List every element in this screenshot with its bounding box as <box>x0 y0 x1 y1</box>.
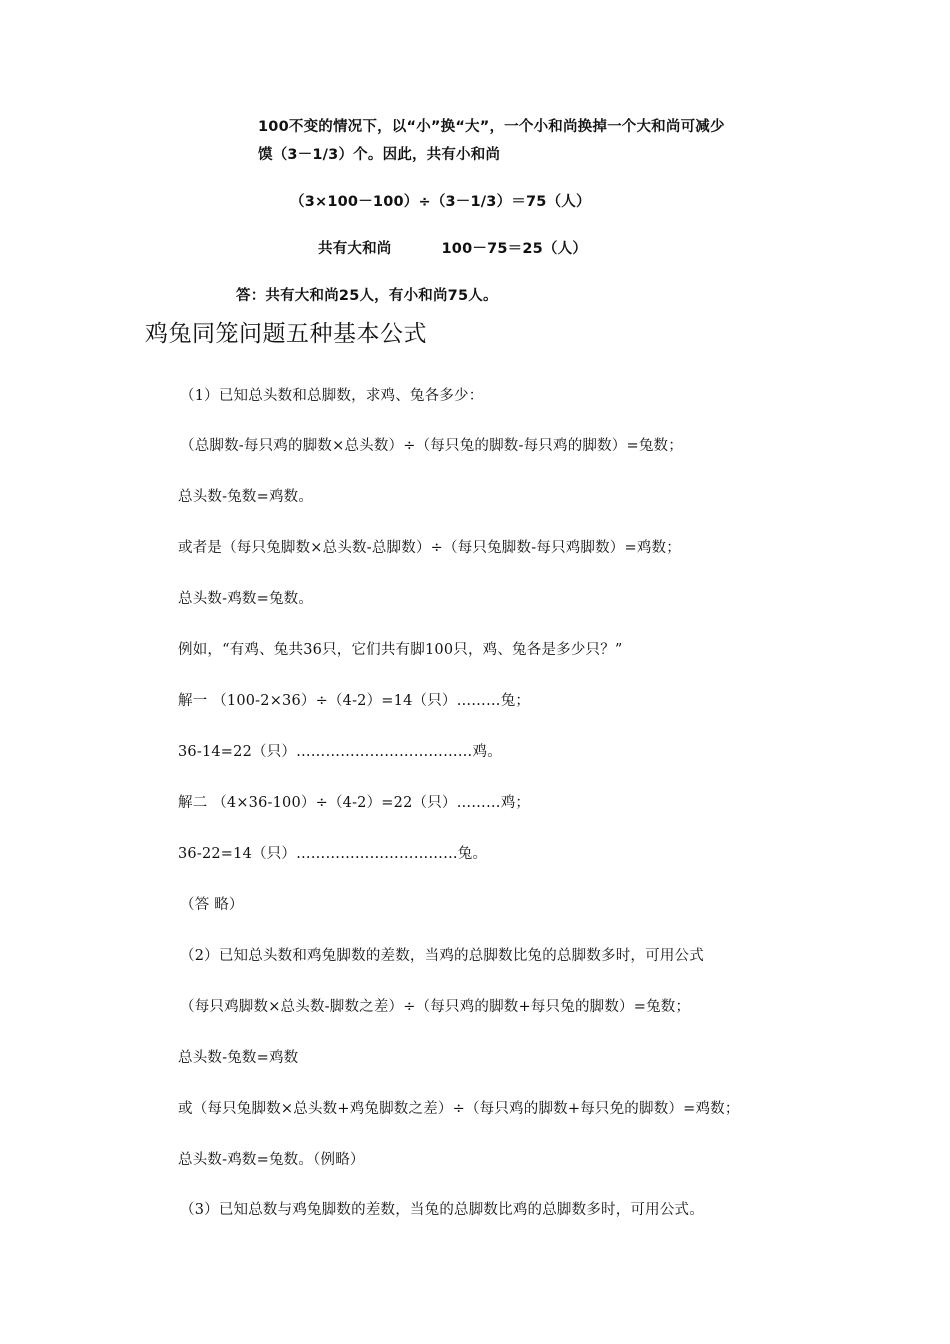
paragraph-line: 总头数-兔数=鸡数 <box>178 1050 299 1066</box>
paragraph-line: 36-22=14（只）……………………………兔。 <box>178 846 488 862</box>
answer-line: 答：共有大和尚25人，有小和尚75人。 <box>236 288 498 304</box>
paragraph-line: （3）已知总数与鸡兔脚数的差数，当兔的总脚数比鸡的总脚数多时，可用公式。 <box>180 1202 704 1218</box>
big-monks-formula: 100－75＝25（人） <box>441 241 588 257</box>
big-monks-label: 共有大和尚 <box>318 241 392 257</box>
big-monks-line <box>318 239 587 259</box>
paragraph-line: 总头数-鸡数=兔数。 <box>178 591 314 607</box>
paragraph-line: 总头数-鸡数=兔数。（例略） <box>178 1152 365 1168</box>
paragraph-line: 36-14=22（只）………………………………鸡。 <box>178 744 502 760</box>
paragraph-line: 解二 （4×36-100）÷（4-2）=22（只）………鸡； <box>178 795 531 811</box>
paragraph-line: 例如，“有鸡、兔共36只，它们共有脚100只，鸡、兔各是多少只？” <box>178 642 623 658</box>
paragraph-line: 或者是（每只兔脚数×总头数-总脚数）÷（每只兔脚数-每只鸡脚数）=鸡数； <box>178 540 681 556</box>
intro-line-1: 100不变的情况下，以“小”换“大”，一个小和尚换掉一个大和尚可减少 <box>258 119 725 135</box>
paragraph-line: 或（每只兔脚数×总头数+鸡兔脚数之差）÷（每只鸡的脚数+每只免的脚数）=鸡数； <box>178 1101 740 1117</box>
paragraph-line: （1）已知总头数和总脚数，求鸡、兔各多少： <box>180 388 484 404</box>
section-title: 鸡兔同笼问题五种基本公式 <box>145 321 427 347</box>
paragraph-line: （2）已知总头数和鸡兔脚数的差数，当鸡的总脚数比兔的总脚数多时，可用公式 <box>180 948 704 964</box>
paragraph-line: 总头数-兔数=鸡数。 <box>178 489 314 505</box>
paragraph-line: （答 略） <box>180 897 244 913</box>
paragraph-line: 解一 （100-2×36）÷（4-2）=14（只）………兔； <box>178 693 531 709</box>
intro-line-2: 馍（3－1/3）个。因此，共有小和尚 <box>258 147 501 163</box>
formula-small-monks: （3×100－100）÷（3－1/3）＝75（人） <box>290 194 591 210</box>
paragraph-line: （每只鸡脚数×总头数-脚数之差）÷（每只鸡的脚数+每只兔的脚数）=兔数； <box>180 999 691 1015</box>
paragraph-line: （总脚数-每只鸡的脚数×总头数）÷（每只兔的脚数-每只鸡的脚数）=兔数； <box>180 438 683 454</box>
